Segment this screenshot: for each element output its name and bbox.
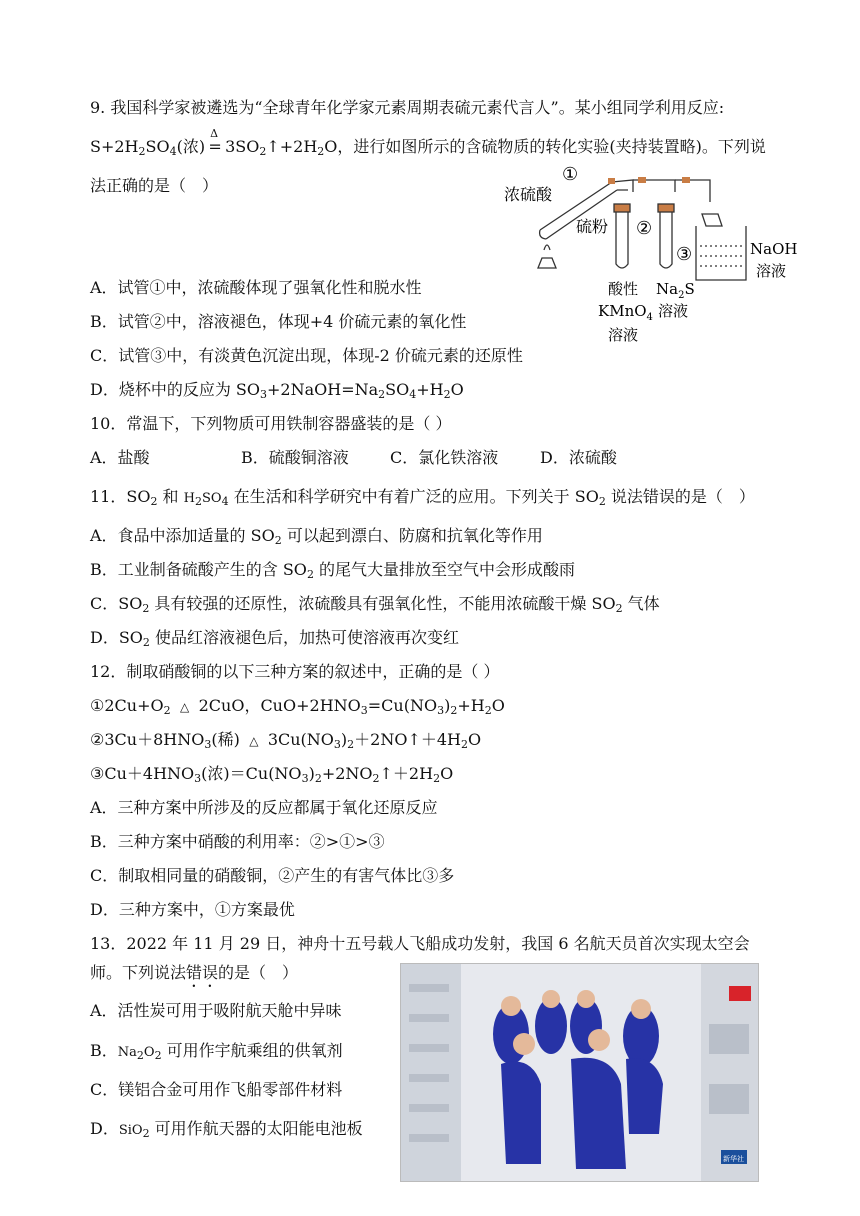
q13-option-c: C．镁铝合金可用作飞船零部件材料	[90, 1080, 343, 1099]
flag	[729, 986, 751, 1001]
q9-option-c: C．试管③中，有淡黄色沉淀出现，体现-2 价硫元素的还原性	[90, 346, 523, 365]
q13-option-d: D．SiO$_2$ 可用作航天器的太阳能电池板	[90, 1119, 363, 1140]
label-acidic: 酸性	[608, 280, 639, 298]
q9-stem-line3: 法正确的是（ ）	[90, 176, 219, 195]
alcohol-lamp	[538, 258, 556, 268]
q9-equation-line: $S+2H_2SO_4$(浓) Δ = $3SO_2↑+2H_2O$，进行如图所示的含硫物质的转化实验(夹持装置略)。下列说	[90, 127, 766, 158]
q13-option-b: B．$Na_2O_2$ 可用作宇航乘组的供氧剂	[90, 1041, 343, 1062]
q13-stem-line1: 13．2022 年 11 月 29 日，神舟十五号载人飞船成功发射，我国 6 名航天员首次实现太空会	[90, 934, 750, 953]
beaker	[696, 226, 746, 280]
q12-reaction-2: $②3Cu+8HNO_3$(稀) △ $3Cu(NO_3)_2+2NO↑+4H_2O$	[90, 730, 482, 751]
q12-stem: 12．制取硝酸铜的以下三种方案的叙述中，正确的是（ ）	[90, 662, 500, 681]
q10-option-c: C．氯化铁溶液	[390, 448, 499, 467]
q9-option-a: A．试管①中，浓硫酸体现了强氧化性和脱水性	[90, 278, 422, 297]
heat-equals-sign: △	[179, 700, 190, 714]
label-tube-2: ②	[636, 218, 653, 239]
funnel	[702, 214, 722, 226]
heat-equals-sign: Δ =	[208, 127, 222, 156]
label-sulfur: 硫粉	[576, 217, 609, 236]
q11-option-a: A．食品中添加适量的 $SO_2$ 可以起到漂白、防腐和抗氧化等作用	[90, 526, 543, 547]
q9-stem-line1: 9. 我国科学家被遴选为“全球青年化学家元素周期表硫元素代言人”。某小组同学利用反应:	[90, 98, 725, 117]
q13-stem-line2: 师。下列说法错误的是（ ）	[90, 963, 299, 982]
label-na2s-solution: 溶液	[658, 302, 689, 320]
tube-2	[616, 212, 628, 268]
label-naoh-solution: 溶液	[756, 262, 787, 280]
label-conc-acid: 浓硫酸	[504, 185, 553, 204]
q12-option-d: D．三种方案中，①方案最优	[90, 900, 295, 919]
q11-stem: 11．$SO_2$ 和 $H_2SO_4$ 在生活和科学研究中有着广泛的应用。下列关于 $SO_2$ 说法错误的是（ ）	[90, 487, 755, 508]
label-kmno4: KMnO$_4$	[598, 302, 653, 323]
tube-3	[660, 212, 672, 268]
q12-reaction-1: $①2Cu+O_2$ △ 2CuO，$CuO+2HNO_3=Cu(NO_3)_2+H_2O$	[90, 696, 505, 717]
q12-option-b: B．三种方案中硝酸的利用率：②>①>③	[90, 832, 385, 851]
q12-option-a: A．三种方案中所涉及的反应都属于氧化还原反应	[90, 798, 438, 817]
q10-option-b: B．硫酸铜溶液	[241, 448, 349, 467]
q10-option-a: A．盐酸	[90, 448, 150, 467]
lamp-flame	[544, 245, 550, 250]
q11-option-b: B．工业制备硫酸产生的含 $SO_2$ 的尾气大量排放至空气中会形成酸雨	[90, 560, 576, 581]
photo-badge: 新华社	[723, 1155, 744, 1163]
label-tube-3: ③	[676, 244, 693, 265]
q9-option-b: B．试管②中，溶液褪色，体现+4 价硫元素的氧化性	[90, 312, 467, 331]
heat-equals-sign: △	[249, 734, 259, 748]
label-na2s: $Na_2S$	[656, 280, 695, 301]
q10-option-d: D．浓硫酸	[540, 448, 617, 467]
q11-option-c: C．$SO_2$ 具有较强的还原性，浓硫酸具有强氧化性，不能用浓硫酸干燥 $SO_2$ 气体	[90, 594, 660, 615]
astronauts-photo	[400, 963, 759, 1182]
q11-option-d: D．$SO_2$ 使品红溶液褪色后，加热可使溶液再次变红	[90, 628, 460, 649]
label-kmno4-solution: 溶液	[608, 326, 639, 344]
q12-option-c: C．制取相同量的硝酸铜，②产生的有害气体比③多	[90, 866, 455, 885]
q9-option-d: D．烧杯中的反应为 $SO_3+2NaOH=Na_2SO_4+H_2O$	[90, 380, 464, 401]
label-naoh: NaOH	[750, 240, 798, 258]
astronauts-illustration	[401, 964, 758, 1181]
apparatus-diagram	[500, 160, 800, 350]
q10-stem: 10．常温下，下列物质可用铁制容器盛装的是（ ）	[90, 414, 452, 433]
q13-option-a: A．活性炭可用于吸附航天舱中异味	[90, 1001, 342, 1020]
q12-reaction-3: $③Cu+4HNO_3$(浓)$=Cu(NO_3)_2+2NO_2↑+2H_2O$	[90, 764, 454, 785]
label-tube-1: ①	[562, 164, 579, 185]
